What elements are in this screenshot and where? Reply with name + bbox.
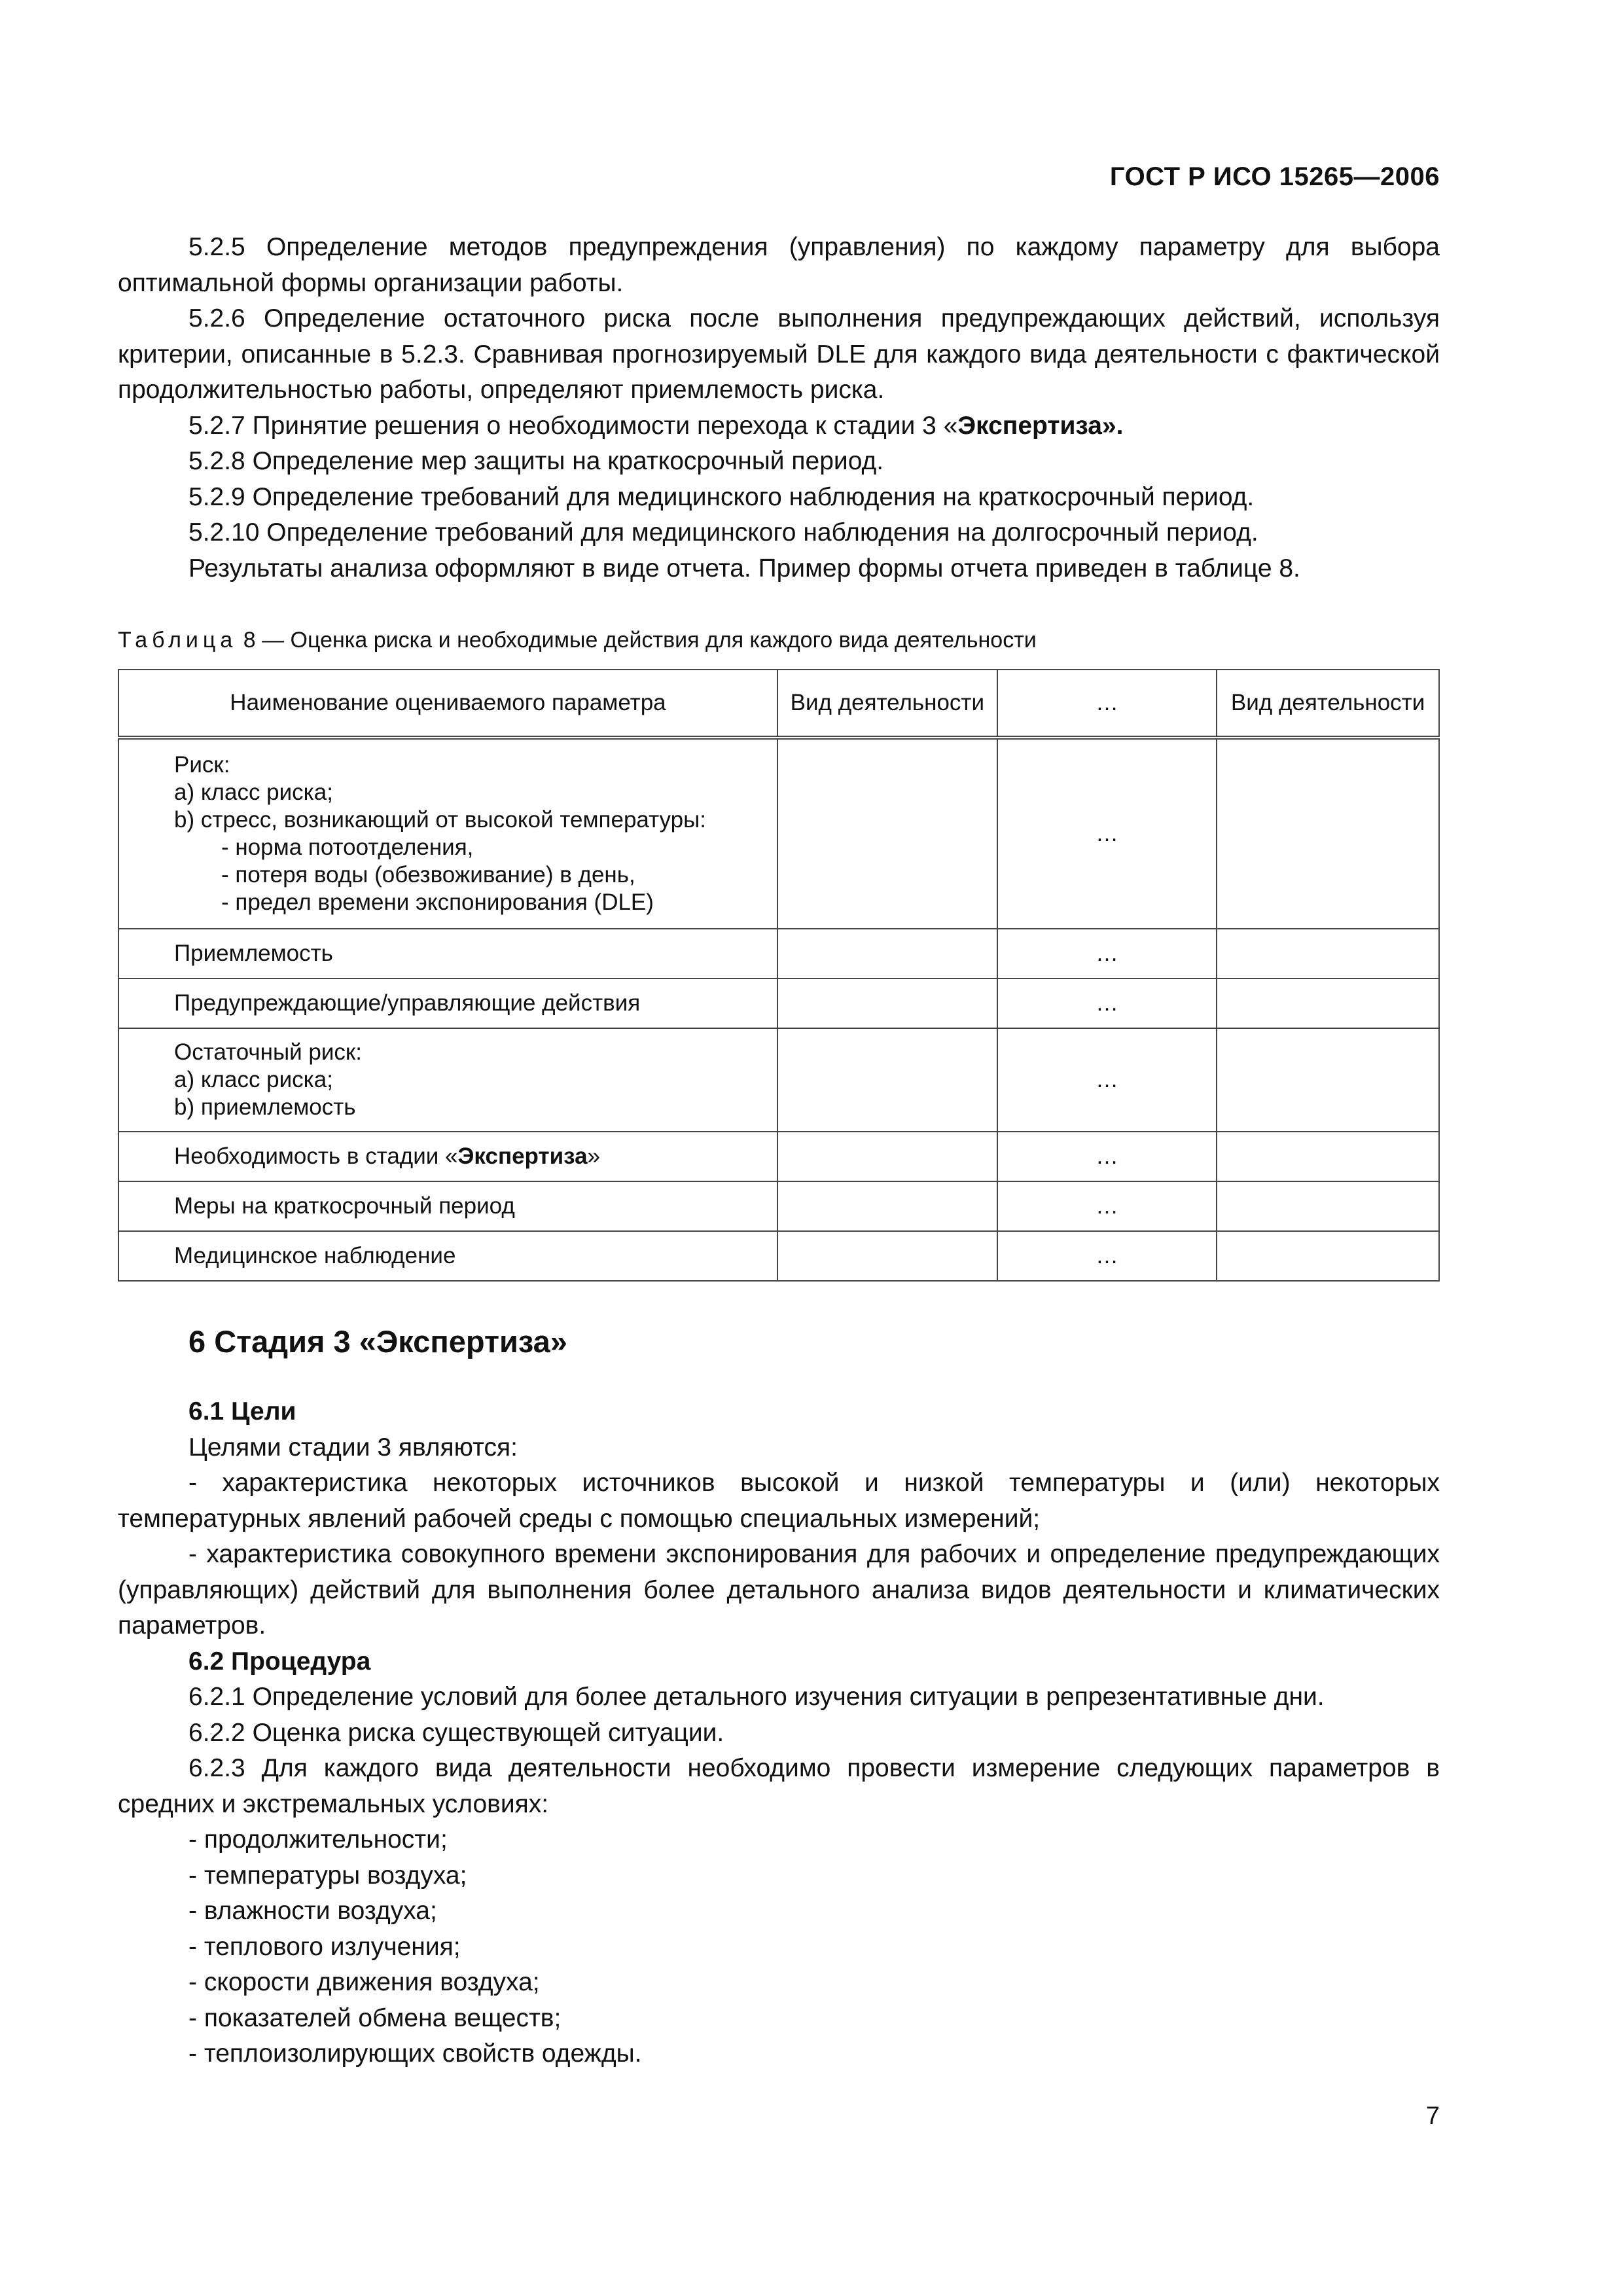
cell-expertise [118,1132,777,1181]
table-row-risk [118,738,1439,929]
table-row-residual [118,1028,1439,1132]
cell-empty [1217,1132,1439,1181]
paragraph-6-2-3: 6.2.3 Для каждого вида деятельности необходимо провести измерение следующих параметров в средних и экстремальных условиях: [118,1754,1440,1818]
cell-empty [1217,929,1439,978]
table-row-expertise [118,1132,1439,1181]
table-caption-text: 8 — Оценка риска и необходимые действия для каждого вида деятельности [237,628,1037,653]
cell-residual [118,1028,777,1132]
header-activity-n: Вид деятельности [1217,670,1439,738]
residual-line: b) приемлемость [174,1094,356,1120]
cell-ellipsis: … [997,1181,1217,1231]
cell-ellipsis: … [997,929,1217,978]
cell-empty [777,738,997,929]
paragraph-5-2-10: 5.2.10 Определение требований для медицинского наблюдения на долгосрочный период. [188,518,1258,547]
table-caption-word: Таблица [118,628,238,653]
param-item: - теплового излучения; [188,1932,461,1961]
cell-short-term: Меры на краткосрочный период [118,1181,777,1231]
param-item: - скорости движения воздуха; [188,1968,540,1996]
table-row-preventive [118,978,1439,1028]
residual-line: a) класс риска; [174,1067,333,1092]
expertise-prefix: Необходимость в стадии « [174,1143,458,1169]
table-caption [118,626,1037,655]
header-ellipsis: … [997,670,1217,738]
risk-line: a) класс риска; [174,780,333,805]
paragraph-results: Результаты анализа оформляют в виде отчета. Пример формы отчета приведен в таблице 8. [188,554,1300,583]
cell-ellipsis: … [997,1132,1217,1181]
table-row-acceptability [118,929,1439,978]
cell-risk [118,738,777,929]
paragraph-5-2-8: 5.2.8 Определение мер защиты на краткосрочный период. [188,447,884,475]
paragraph-5-2-9: 5.2.9 Определение требований для медицинского наблюдения на краткосрочный период. [188,482,1255,511]
cell-empty [777,1181,997,1231]
page-number: 7 [1425,2102,1440,2130]
cell-empty [1217,978,1439,1028]
cell-empty [1217,738,1439,929]
cell-medical: Медицинское наблюдение [118,1231,777,1281]
residual-line: Остаточный риск: [174,1039,362,1065]
paragraph-6-2-2: 6.2.2 Оценка риска существующей ситуации. [188,1718,724,1747]
goals-intro: Целями стадии 3 являются: [188,1433,518,1462]
risk-line: - потеря воды (обезвоживание) в день, [221,862,635,888]
param-item: - показателей обмена веществ; [188,2003,562,2032]
cell-ellipsis: … [997,1231,1217,1281]
cell-preventive: Предупреждающие/управляющие действия [118,978,777,1028]
header-parameter: Наименование оцениваемого параметра [118,670,777,738]
paragraph-5-2-7-bold: Экспертиза». [957,411,1124,440]
standard-code-header: ГОСТ Р ИСО 15265—2006 [1109,162,1440,191]
cell-empty [777,1231,997,1281]
cell-acceptability: Приемлемость [118,929,777,978]
subsection-6-2-title: 6.2 Процедура [188,1647,371,1676]
cell-empty [777,1132,997,1181]
paragraph-6-2-1: 6.2.1 Определение условий для более детального изучения ситуации в репрезентативные дни. [188,1683,1325,1711]
subsection-6-1-title: 6.1 Цели [188,1397,296,1426]
risk-line: Риск: [174,752,230,778]
cell-ellipsis: … [997,1028,1217,1132]
risk-assessment-table [118,669,1440,1282]
risk-line: - предел времени экспонирования (DLE) [221,889,654,915]
document-page [118,0,1440,2296]
paragraph-5-2-7 [118,408,1440,444]
risk-line: b) стресс, возникающий от высокой температуры: [174,807,706,833]
cell-empty [777,1028,997,1132]
paragraph-5-2-7-text: 5.2.7 Принятие решения о необходимости перехода к стадии 3 « [188,411,958,440]
table-row-medical [118,1231,1439,1281]
param-item: - влажности воздуха; [188,1897,437,1925]
cell-empty [1217,1181,1439,1231]
expertise-suffix: » [587,1143,601,1169]
paragraph-5-2-5: 5.2.5 Определение методов предупреждения (управления) по каждому параметру для выбора оптимальной формы организации работы. [118,233,1440,297]
cell-ellipsis: … [997,978,1217,1028]
goal-item: - характеристика некоторых источников высокой и низкой температуры и (или) некоторых температурных явлений рабочей среды с помощью специальных измерений; [118,1469,1440,1533]
header-activity-1: Вид деятельности [777,670,997,738]
goal-item: - характеристика совокупного времени экспонирования для рабочих и определение предупреждающих (управляющих) действий для выполнения более детального анализа видов деятельности и климатических параметров. [118,1540,1440,1640]
paragraph-5-2-6: 5.2.6 Определение остаточного риска после выполнения предупреждающих действий, используя критерии, описанные в 5.2.3. Сравнивая прогнозируемый DLE для каждого вида деятельности с фактической продолжительностью работы, определяют приемлемость риска. [118,304,1440,404]
table-header-row [118,670,1439,738]
cell-ellipsis: … [997,738,1217,929]
expertise-bold: Экспертиза [457,1143,588,1169]
cell-empty [777,978,997,1028]
section-5-text [118,230,1440,586]
table-row-short-term [118,1181,1439,1231]
cell-empty [1217,1231,1439,1281]
section-6-text [118,1394,1440,2072]
cell-empty [777,929,997,978]
section-6-title: 6 Стадия 3 «Экспертиза» [188,1324,567,1359]
param-item: - температуры воздуха; [188,1861,467,1890]
cell-empty [1217,1028,1439,1132]
param-item: - теплоизолирующих свойств одежды. [188,2039,642,2068]
param-item: - продолжительности; [188,1825,448,1854]
risk-line: - норма потоотделения, [221,834,474,860]
